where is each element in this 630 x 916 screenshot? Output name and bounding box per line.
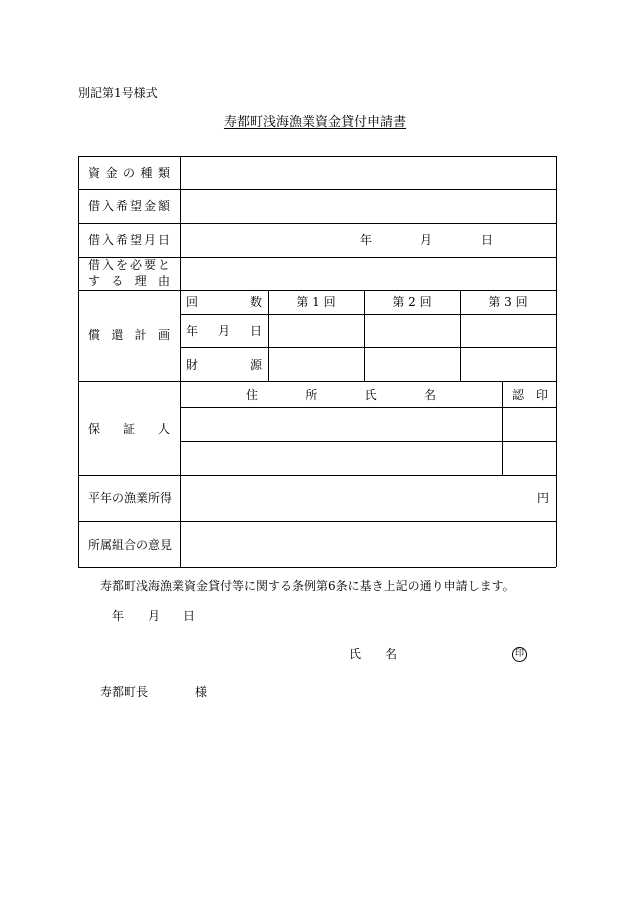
union-opinion-label: 所属組合の意見 — [88, 538, 173, 552]
applicant-seal-mark: 印 — [512, 647, 527, 662]
guarantor-seal-header: 認 印 — [512, 388, 548, 402]
repayment-column-2: 第 2 回 — [392, 295, 432, 309]
document-title-text: 寿都町浅海漁業資金貸付申請書 — [223, 115, 406, 130]
guarantor-label: 保 証 人 — [88, 422, 170, 436]
table-border-bottom — [78, 567, 556, 568]
loan-date-month: 月 — [420, 233, 433, 247]
row-divider — [78, 521, 556, 522]
table-border-top — [78, 156, 556, 157]
guarantor-row-divider — [180, 407, 556, 408]
application-statement: 寿都町浅海漁業資金貸付等に関する条例第6条に基き上記の通り申請します。 — [100, 579, 515, 593]
loan-date-year: 年 — [360, 233, 373, 247]
repayment-times-label: 回 数 — [186, 295, 262, 309]
repayment-date-label: 年 月 日 — [186, 324, 262, 338]
guarantor-row-divider — [180, 441, 556, 442]
fund-type-label: 資 金 の 種 類 — [88, 166, 170, 180]
date-month: 月 — [148, 609, 161, 623]
table-border-right — [556, 156, 557, 567]
loan-date-day: 日 — [481, 233, 494, 247]
row-divider — [78, 290, 556, 291]
guarantor-address-name-header: 住 所 氏 名 — [246, 388, 436, 402]
reason-label-line1: 借入を必要と — [88, 258, 170, 272]
date-day: 日 — [183, 609, 196, 623]
annual-income-label: 平年の漁業所得 — [88, 491, 173, 505]
applicant-name-label: 氏 名 — [349, 647, 397, 661]
row-divider — [78, 223, 556, 224]
document-title — [0, 116, 630, 129]
row-divider — [78, 189, 556, 190]
seal-column-divider — [502, 381, 503, 475]
loan-date-label: 借入希望月日 — [88, 233, 170, 247]
row-divider — [78, 381, 556, 382]
addressee-honorific: 様 — [195, 685, 208, 699]
repayment-row-divider — [180, 314, 556, 315]
repayment-row-divider — [180, 347, 556, 348]
reason-label-line2: す る 理 由 — [88, 274, 170, 288]
loan-amount-label: 借入希望金額 — [88, 199, 170, 213]
addressee-title: 寿都町長 — [100, 685, 149, 699]
repayment-column-1: 第 1 回 — [296, 295, 336, 309]
repayment-plan-label: 償 還 計 画 — [88, 328, 170, 342]
repayment-source-label: 財 源 — [186, 358, 262, 372]
label-column-divider — [180, 156, 181, 567]
row-divider — [78, 475, 556, 476]
annual-income-unit: 円 — [537, 491, 550, 505]
repayment-column-3: 第 3 回 — [488, 295, 528, 309]
form-number: 別記第1号様式 — [78, 86, 158, 100]
table-border-left — [78, 156, 79, 567]
date-year: 年 — [112, 609, 125, 623]
